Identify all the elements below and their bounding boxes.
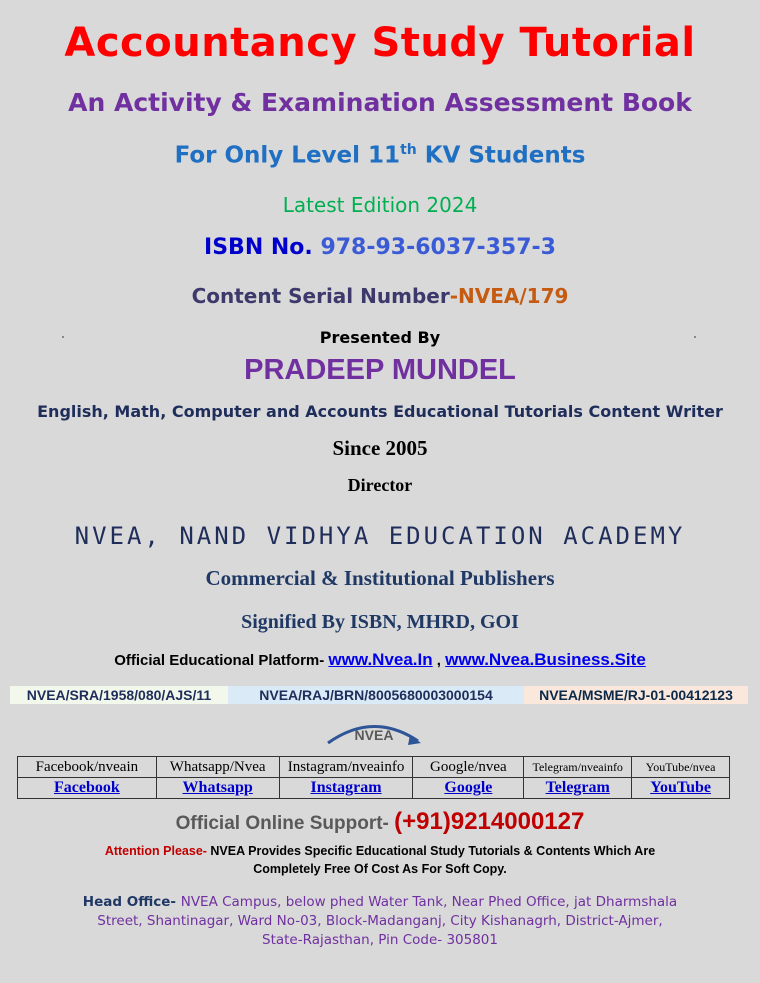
attention-text-1: NVEA Provides Specific Educational Study Tutorials & Contents Which Are <box>210 844 656 858</box>
nvea-logo <box>318 713 428 753</box>
isbn-number: 978-93-6037-357-3 <box>320 235 556 260</box>
author-name: PRADEEP MUNDEL <box>244 354 516 386</box>
attention-note <box>0 842 760 878</box>
academy-name: NVEA, NAND VIDHYA EDUCATION ACADEMY <box>74 522 686 550</box>
isbn-label: ISBN No. <box>204 235 321 260</box>
cell-google <box>413 778 524 799</box>
telegram-link[interactable]: Telegram <box>545 779 610 796</box>
facebook-link[interactable]: Facebook <box>53 779 120 796</box>
whatsapp-link[interactable]: Whatsapp <box>182 779 253 796</box>
youtube-link[interactable]: YouTube <box>650 779 711 796</box>
level-line <box>0 142 760 169</box>
registration-1: NVEA/SRA/1958/080/AJS/11 <box>10 686 228 704</box>
attention-label: Attention Please- <box>104 844 211 858</box>
handle-google: Google/nvea <box>413 757 524 778</box>
attention-line-1 <box>0 842 760 860</box>
support-line <box>0 808 760 836</box>
book-title: Accountancy Study Tutorial <box>64 20 696 66</box>
office-label: Head Office- <box>82 894 181 910</box>
registration-bar <box>10 686 748 704</box>
registration-3: NVEA/MSME/RJ-01-00412123 <box>524 686 748 704</box>
director-line: Director <box>347 475 413 495</box>
handle-telegram: Telegram/nveainfo <box>524 757 632 778</box>
platform-label: Official Educational Platform- <box>114 652 329 669</box>
book-subtitle: An Activity & Examination Assessment Book <box>68 88 692 117</box>
since-line: Since 2005 <box>332 436 428 460</box>
platform-sep: , <box>432 652 446 669</box>
handle-instagram: Instagram/nveainfo <box>279 757 413 778</box>
author-role: English, Math, Computer and Accounts Educational Tutorials Content Writer <box>37 402 723 421</box>
presented-by: Presented By <box>319 328 441 347</box>
cell-telegram <box>524 778 632 799</box>
office-line-1 <box>0 893 760 912</box>
office-text-3: State-Rajasthan, Pin Code- 305801 <box>262 932 498 948</box>
head-office <box>0 893 760 950</box>
level-pre: For Only Level 11 <box>174 142 401 169</box>
nvea-logo-text: NVEA <box>354 727 394 743</box>
office-text-2: Street, Shantinagar, Ward No-03, Block-Madanganj, City Kishanagrh, District-Ajmer, <box>97 913 663 929</box>
social-links-row <box>18 778 730 799</box>
isbn-line <box>0 235 760 260</box>
cell-instagram <box>279 778 413 799</box>
social-handles-row <box>18 757 730 778</box>
instagram-link[interactable]: Instagram <box>310 779 382 796</box>
cell-whatsapp <box>156 778 279 799</box>
platform-line <box>0 650 760 670</box>
serial-code: -NVEA/179 <box>449 284 569 308</box>
level-sup: th <box>400 142 417 158</box>
cell-facebook <box>18 778 157 799</box>
handle-youtube: YouTube/nvea <box>632 757 730 778</box>
social-table <box>17 756 730 799</box>
platform-link-nvea-in[interactable]: www.Nvea.In <box>328 650 433 669</box>
edition-line: Latest Edition 2024 <box>282 193 478 217</box>
registration-2: NVEA/RAJ/BRN/8005680003000154 <box>228 686 524 704</box>
platform-link-business-site[interactable]: www.Nvea.Business.Site <box>445 650 646 669</box>
support-phone: (+91)9214000127 <box>394 808 585 835</box>
support-label: Official Online Support- <box>175 813 395 834</box>
office-text-1: NVEA Campus, below phed Water Tank, Near Phed Office, jat Dharmshala <box>180 894 678 910</box>
publishers-line: Commercial & Institutional Publishers <box>205 566 555 590</box>
handle-whatsapp: Whatsapp/Nvea <box>156 757 279 778</box>
level-post: KV Students <box>416 142 586 169</box>
cell-youtube <box>632 778 730 799</box>
serial-label: Content Serial Number <box>191 284 450 308</box>
attention-text-2: Completely Free Of Cost As For Soft Copy. <box>253 862 507 876</box>
google-link[interactable]: Google <box>444 779 493 796</box>
serial-line <box>0 284 760 308</box>
signified-line: Signified By ISBN, MHRD, GOI <box>241 611 519 633</box>
handle-facebook: Facebook/nveain <box>18 757 157 778</box>
